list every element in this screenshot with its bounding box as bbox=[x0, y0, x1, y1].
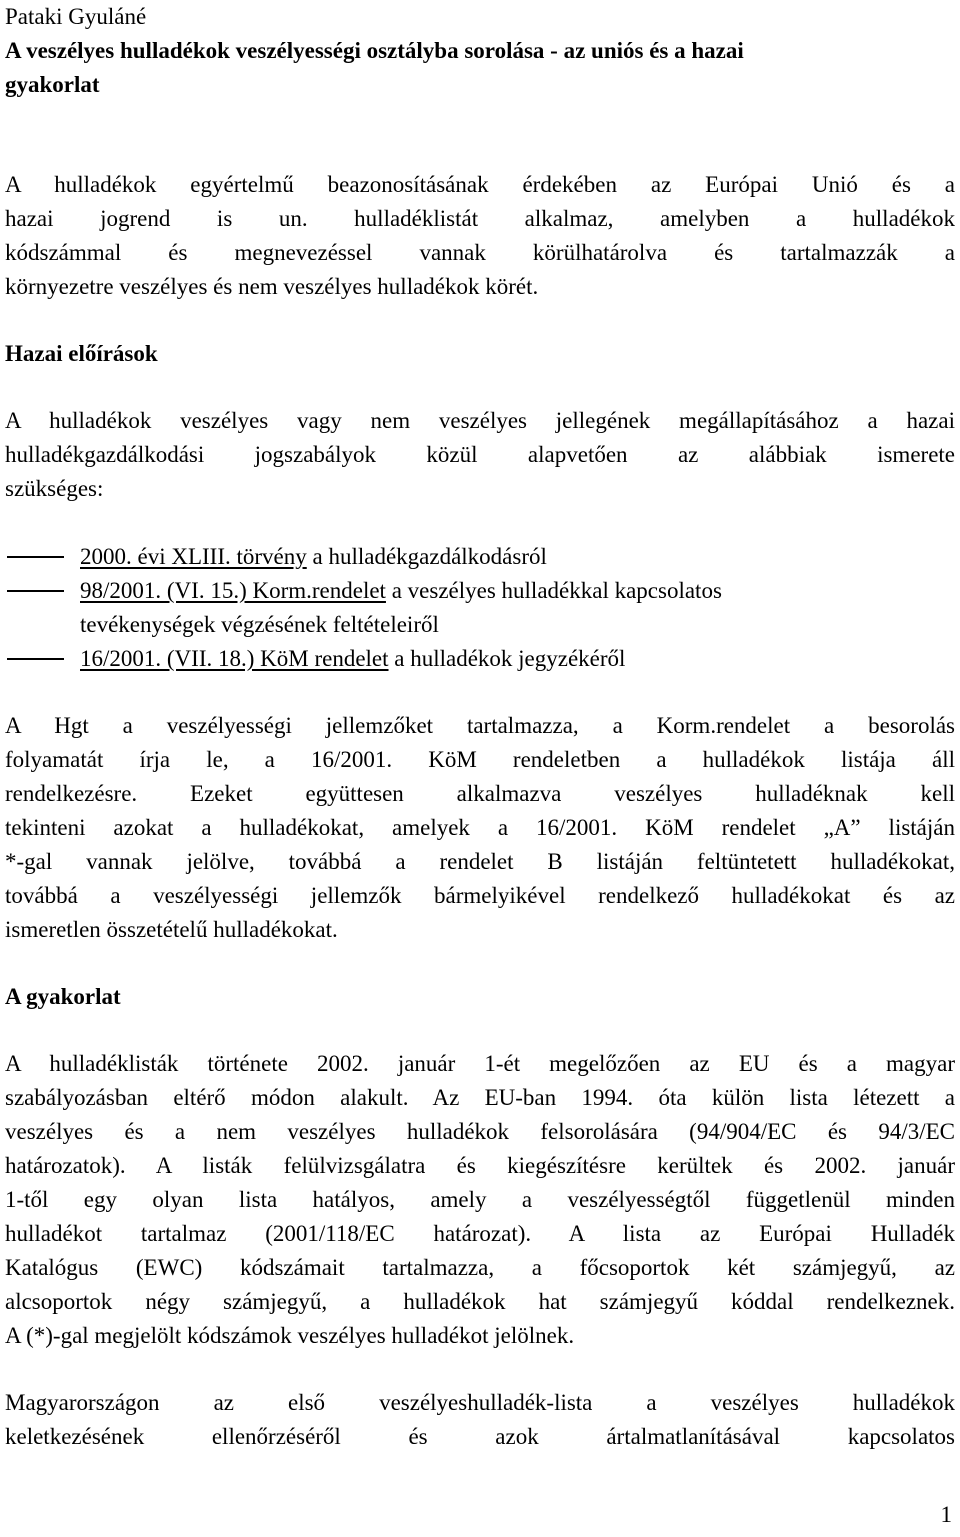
spacer bbox=[5, 506, 955, 540]
dash-bullet-icon bbox=[7, 556, 64, 558]
section-heading-gyakorlat: A gyakorlat bbox=[5, 984, 121, 1009]
paragraph-line: 1-től egy olyan lista hatályos, amely a veszélyességtől függetlenül minden bbox=[5, 1187, 955, 1212]
regulation-reference: 98/2001. (VI. 15.) Korm.rendelet bbox=[80, 578, 386, 603]
section-paragraph bbox=[5, 404, 955, 506]
spacer bbox=[5, 1014, 955, 1047]
section-heading-hazai: Hazai előírások bbox=[5, 341, 158, 366]
paragraph-line: szabályozásban eltérő módon alakult. Az EU-ban 1994. óta külön lista létezett a bbox=[5, 1085, 955, 1110]
section-paragraph bbox=[5, 709, 955, 947]
page-number: 1 bbox=[940, 1502, 952, 1527]
author-name: Pataki Gyuláné bbox=[5, 4, 147, 29]
document-page bbox=[5, 0, 955, 1454]
paragraph-line: tekinteni azokat a hulladékokat, amelyek a 16/2001. KöM rendelet „A” listáján bbox=[5, 815, 955, 840]
paragraph-line: folyamatát írja le, a 16/2001. KöM rendeletben a hulladékok listája áll bbox=[5, 747, 955, 772]
paragraph-line: hulladékgazdálkodási jogszabályok közül alapvetően az alábbiak ismerete bbox=[5, 442, 955, 467]
spacer bbox=[5, 1353, 955, 1386]
paragraph-line: rendelkezésre. Ezeket együttesen alkalmazva veszélyes hulladéknak kell bbox=[5, 781, 955, 806]
regulation-description: a veszélyes hulladékkal kapcsolatos bbox=[385, 578, 722, 603]
regulation-list bbox=[5, 540, 955, 676]
title-line-1: A veszélyes hulladékok veszélyességi osztályba sorolása - az uniós és a hazai bbox=[5, 38, 744, 63]
regulation-reference: 2000. évi XLIII. törvény bbox=[80, 544, 307, 569]
paragraph-line: hazai jogrend is un. hulladéklistát alkalmaz, amelyben a hulladékok bbox=[5, 206, 955, 231]
list-item bbox=[5, 540, 955, 574]
paragraph-line: Magyarországon az első veszélyeshulladék-lista a veszélyes hulladékok bbox=[5, 1390, 955, 1415]
regulation-description-continuation: tevékenységek végzésének feltételeiről bbox=[80, 612, 439, 637]
list-item bbox=[5, 574, 955, 642]
paragraph-line: határozatok). A listák felülvizsgálatra és kiegészítésre kerültek és 2002. január bbox=[5, 1153, 955, 1178]
title-line-2: gyakorlat bbox=[5, 72, 100, 97]
dash-bullet-icon bbox=[7, 590, 64, 592]
paragraph-line: szükséges: bbox=[5, 476, 104, 501]
spacer bbox=[5, 676, 955, 709]
regulation-description: a hulladékgazdálkodásról bbox=[306, 544, 547, 569]
spacer bbox=[5, 304, 955, 337]
list-item bbox=[5, 642, 955, 676]
spacer bbox=[5, 371, 955, 404]
paragraph-line: keletkezésének ellenőrzéséről és azok ártalmatlanításával kapcsolatos bbox=[5, 1424, 955, 1449]
regulation-reference: 16/2001. (VII. 18.) KöM rendelet bbox=[80, 646, 389, 671]
paragraph-line: továbbá a veszélyességi jellemzők bármelyikével rendelkező hulladékokat és az bbox=[5, 883, 955, 908]
spacer bbox=[5, 947, 955, 980]
paragraph-line: A hulladékok veszélyes vagy nem veszélyes jellegének megállapításához a hazai bbox=[5, 408, 955, 433]
paragraph-line: hulladékot tartalmaz (2001/118/EC határozat). A lista az Európai Hulladék bbox=[5, 1221, 955, 1246]
paragraph-line: Katalógus (EWC) kódszámait tartalmazza, a főcsoportok két számjegyű, az bbox=[5, 1255, 955, 1280]
dash-bullet-icon bbox=[7, 658, 64, 660]
paragraph-line: alcsoportok négy számjegyű, a hulladékok hat számjegyű kóddal rendelkeznek. bbox=[5, 1289, 955, 1314]
paragraph-line: *-gal vannak jelölve, továbbá a rendelet B listáján feltüntetett hulladékokat, bbox=[5, 849, 955, 874]
paragraph-line: veszélyes és a nem veszélyes hulladékok felsorolására (94/904/EC és 94/3/EC bbox=[5, 1119, 955, 1144]
regulation-description: a hulladékok jegyzékéről bbox=[388, 646, 626, 671]
paragraph-line: A Hgt a veszélyességi jellemzőket tartalmazza, a Korm.rendelet a besorolás bbox=[5, 713, 955, 738]
paragraph-line: A hulladékok egyértelmű beazonosításának érdekében az Európai Unió és a bbox=[5, 172, 955, 197]
paragraph-line: A hulladéklisták története 2002. január 1-ét megelőzően az EU és a magyar bbox=[5, 1051, 955, 1076]
paragraph-line: környezetre veszélyes és nem veszélyes hulladékok körét. bbox=[5, 274, 539, 299]
intro-paragraph bbox=[5, 168, 955, 304]
section-paragraph bbox=[5, 1047, 955, 1353]
paragraph-line: ismeretlen összetételű hulladékokat. bbox=[5, 917, 338, 942]
spacer bbox=[5, 102, 955, 135]
section-paragraph bbox=[5, 1386, 955, 1454]
paragraph-line: kódszámmal és megnevezéssel vannak körülhatárolva és tartalmazzák a bbox=[5, 240, 955, 265]
paragraph-line: A (*)-gal megjelölt kódszámok veszélyes hulladékot jelölnek. bbox=[5, 1323, 575, 1348]
spacer bbox=[5, 135, 955, 168]
